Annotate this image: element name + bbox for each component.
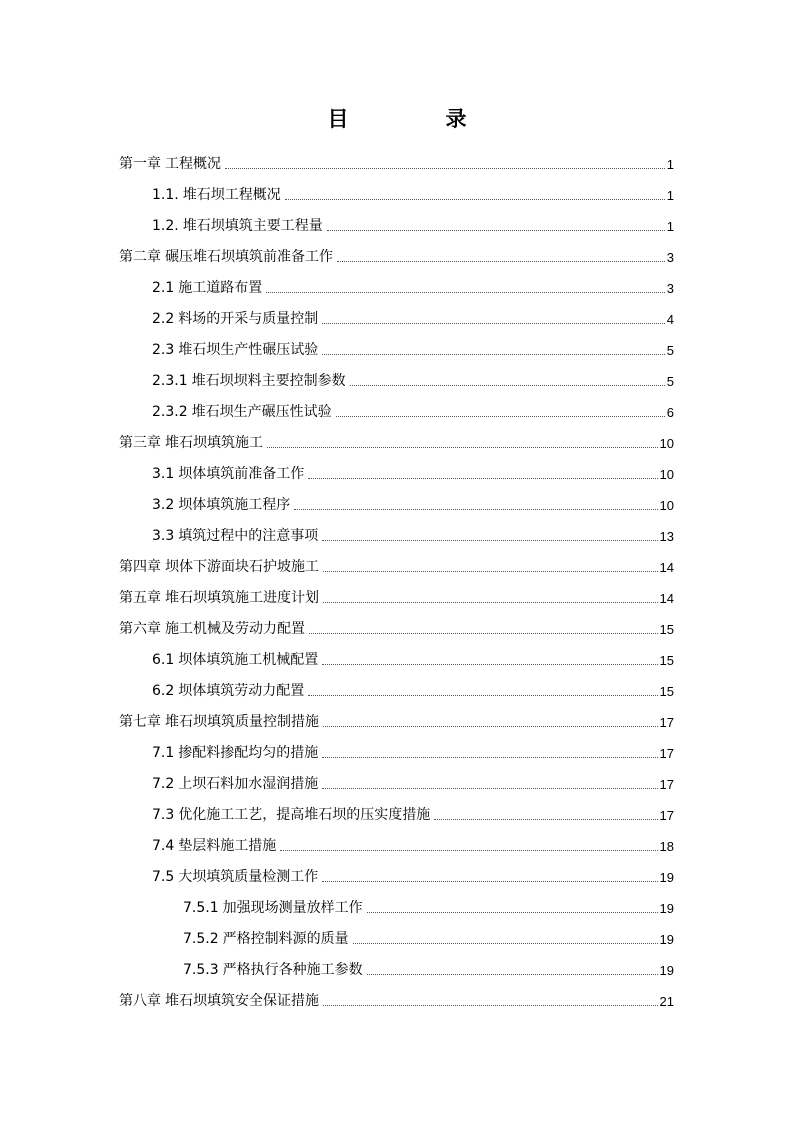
toc-entry-page-number: 5: [666, 343, 674, 358]
toc-entry[interactable]: [119, 514, 674, 545]
dot-leader: [367, 912, 658, 913]
toc-entry[interactable]: [119, 452, 674, 483]
dot-leader: [323, 602, 658, 603]
dot-leader: [322, 757, 657, 758]
toc-entry-title: [152, 404, 334, 421]
toc-entry-text: 大坝填筑质量检测工作: [178, 869, 319, 885]
toc-entry-page-number: 19: [659, 932, 674, 947]
toc-entry-title: [152, 373, 348, 390]
toc-entry-page-number: 14: [659, 560, 674, 575]
toc-entry[interactable]: [119, 142, 674, 173]
toc-entry-number: 第一章: [119, 156, 161, 172]
toc-entry[interactable]: [119, 235, 674, 266]
toc-entry-title: [152, 776, 320, 793]
toc-entry-page-number: 19: [659, 963, 674, 978]
toc-entry[interactable]: [119, 483, 674, 514]
toc-entry-title: [152, 745, 320, 762]
toc-entry-text: 堆石坝工程概况: [182, 187, 281, 203]
toc-entry-number: 2.2: [152, 311, 175, 327]
toc-entry[interactable]: [119, 917, 674, 948]
toc-entry-text: 堆石坝填筑安全保证措施: [165, 993, 319, 1009]
toc-entry-number: 7.1: [152, 745, 175, 761]
toc-entry-page-number: 15: [659, 622, 674, 637]
toc-entry[interactable]: [119, 700, 674, 731]
toc-entry-title: [152, 652, 320, 669]
toc-entry-page-number: 13: [659, 529, 674, 544]
dot-leader: [322, 881, 657, 882]
toc-entry-page-number: 10: [659, 436, 674, 451]
toc-entry-page-number: 19: [659, 870, 674, 885]
toc-entry[interactable]: [119, 762, 674, 793]
toc-entry-title: [152, 528, 320, 545]
toc-entry-number: 2.1: [152, 280, 175, 296]
toc-entry-text: 坝体填筑劳动力配置: [178, 683, 305, 699]
toc-entry-text: 坝体填筑施工程序: [178, 497, 291, 513]
toc-entry[interactable]: [119, 204, 674, 235]
toc-entry-title: [152, 807, 432, 824]
toc-entry-page-number: 15: [659, 653, 674, 668]
toc-entry-page-number: 1: [666, 157, 674, 172]
toc-entry-number: 7.4: [152, 838, 175, 854]
toc-entry-title: [152, 187, 283, 204]
toc-entry-title: [183, 900, 365, 917]
toc-entry[interactable]: [119, 297, 674, 328]
toc-entry-page-number: 1: [666, 219, 674, 234]
toc-entry-number: 1.1.: [152, 187, 179, 203]
toc-entry[interactable]: [119, 576, 674, 607]
page-title: 目 录: [327, 106, 505, 131]
toc-entry-title: [152, 218, 325, 235]
toc-entry-text: 工程概况: [165, 156, 221, 172]
dot-leader: [267, 447, 658, 448]
toc-entry-title: [119, 714, 321, 731]
toc-entry-number: 7.3: [152, 807, 175, 823]
toc-entry-number: 3.1: [152, 466, 175, 482]
dot-leader: [353, 943, 658, 944]
toc-entry-page-number: 19: [659, 901, 674, 916]
toc-entry-number: 7.5.3: [183, 962, 219, 978]
toc-entry-title: [152, 683, 306, 700]
toc-entry-page-number: 17: [659, 777, 674, 792]
toc-entry-number: 7.5.2: [183, 931, 219, 947]
toc-entry-text: 坝体填筑施工机械配置: [178, 652, 319, 668]
toc-entry-page-number: 10: [659, 467, 674, 482]
toc-entry[interactable]: [119, 359, 674, 390]
toc-entry-number: 第五章: [119, 590, 161, 606]
toc-entry-number: 第四章: [119, 559, 161, 575]
toc-entry-number: 7.5: [152, 869, 175, 885]
table-of-contents: [119, 142, 674, 1010]
toc-entry-title: [152, 280, 264, 297]
toc-entry-title: [119, 156, 223, 173]
toc-entry-number: 3.2: [152, 497, 175, 513]
toc-entry-number: 2.3: [152, 342, 175, 358]
toc-entry-text: 优化施工工艺，提高堆石坝的压实度措施: [178, 807, 431, 823]
dot-leader: [322, 788, 657, 789]
toc-entry-text: 坝体填筑前准备工作: [178, 466, 305, 482]
toc-entry-text: 堆石坝生产性碾压试验: [178, 342, 319, 358]
toc-entry-text: 严格控制料源的质量: [222, 931, 349, 947]
toc-entry[interactable]: [119, 948, 674, 979]
toc-entry-title: [183, 962, 365, 979]
toc-entry-number: 2.3.2: [152, 404, 188, 420]
toc-entry-text: 上坝石料加水湿润措施: [178, 776, 319, 792]
dot-leader: [327, 230, 665, 231]
dot-leader: [323, 726, 658, 727]
toc-entry-page-number: 3: [666, 281, 674, 296]
dot-leader: [322, 664, 657, 665]
toc-entry-text: 堆石坝生产碾压性试验: [191, 404, 332, 420]
toc-entry-number: 1.2.: [152, 218, 179, 234]
toc-entry-text: 掺配料掺配均匀的措施: [178, 745, 319, 761]
dot-leader: [434, 819, 657, 820]
toc-entry-number: 第八章: [119, 993, 161, 1009]
toc-entry-title: [119, 249, 335, 266]
toc-entry-title: [152, 838, 278, 855]
dot-leader: [322, 323, 665, 324]
toc-entry[interactable]: [119, 979, 674, 1010]
dot-leader: [308, 695, 657, 696]
toc-entry-number: 6.2: [152, 683, 175, 699]
dot-leader: [350, 385, 665, 386]
dot-leader: [323, 571, 658, 572]
toc-entry-title: [119, 435, 265, 452]
toc-entry-title: [152, 497, 292, 514]
toc-entry-page-number: 17: [659, 715, 674, 730]
toc-entry-number: 第三章: [119, 435, 161, 451]
toc-entry-number: 2.3.1: [152, 373, 188, 389]
toc-entry-title: [119, 590, 321, 607]
toc-entry[interactable]: [119, 638, 674, 669]
dot-leader: [308, 478, 657, 479]
toc-entry[interactable]: [119, 328, 674, 359]
toc-entry-title: [152, 342, 320, 359]
toc-entry-text: 填筑过程中的注意事项: [178, 528, 319, 544]
toc-entry[interactable]: [119, 669, 674, 700]
toc-entry-text: 堆石坝坝料主要控制参数: [191, 373, 346, 389]
dot-leader: [322, 354, 665, 355]
toc-entry-text: 堆石坝填筑质量控制措施: [165, 714, 319, 730]
toc-entry-number: 7.2: [152, 776, 175, 792]
toc-entry-text: 施工机械及劳动力配置: [165, 621, 305, 637]
toc-entry-page-number: 10: [659, 498, 674, 513]
toc-entry-text: 垫层料施工措施: [178, 838, 277, 854]
toc-entry-page-number: 3: [666, 250, 674, 265]
toc-entry[interactable]: [119, 886, 674, 917]
toc-entry-page-number: 18: [659, 839, 674, 854]
toc-entry-number: 6.1: [152, 652, 175, 668]
toc-entry[interactable]: [119, 421, 674, 452]
toc-entry-title: [119, 621, 307, 638]
toc-entry-title: [119, 559, 321, 576]
toc-entry-title: [152, 466, 306, 483]
toc-entry-text: 施工道路布置: [178, 280, 263, 296]
dot-leader: [285, 199, 665, 200]
toc-entry[interactable]: [119, 545, 674, 576]
dot-leader: [225, 168, 665, 169]
toc-entry-text: 加强现场测量放样工作: [222, 900, 363, 916]
toc-entry-number: 第六章: [119, 621, 161, 637]
toc-entry-page-number: 4: [666, 312, 674, 327]
toc-entry[interactable]: [119, 824, 674, 855]
toc-entry[interactable]: [119, 731, 674, 762]
toc-entry-title: [152, 869, 320, 886]
toc-entry-text: 碾压堆石坝填筑前准备工作: [165, 249, 333, 265]
dot-leader: [367, 974, 658, 975]
dot-leader: [309, 633, 658, 634]
toc-entry-title: [119, 993, 321, 1010]
toc-entry-number: 第二章: [119, 249, 161, 265]
toc-entry[interactable]: [119, 173, 674, 204]
toc-entry-text: 坝体下游面块石护坡施工: [165, 559, 319, 575]
toc-entry-page-number: 17: [659, 746, 674, 761]
toc-entry[interactable]: [119, 607, 674, 638]
toc-entry-page-number: 1: [666, 188, 674, 203]
toc-entry-number: 3.3: [152, 528, 175, 544]
toc-entry-title: [183, 931, 351, 948]
toc-entry-number: 7.5.1: [183, 900, 219, 916]
toc-entry-text: 料场的开采与质量控制: [178, 311, 319, 327]
dot-leader: [294, 509, 657, 510]
toc-entry-page-number: 15: [659, 684, 674, 699]
toc-entry-page-number: 17: [659, 808, 674, 823]
toc-entry-page-number: 6: [666, 405, 674, 420]
toc-entry-number: 第七章: [119, 714, 161, 730]
dot-leader: [323, 1005, 658, 1006]
dot-leader: [280, 850, 657, 851]
dot-leader: [266, 292, 665, 293]
toc-entry-page-number: 5: [666, 374, 674, 389]
dot-leader: [336, 416, 665, 417]
toc-entry-title: [152, 311, 320, 328]
toc-entry-text: 严格执行各种施工参数: [222, 962, 363, 978]
toc-entry-page-number: 14: [659, 591, 674, 606]
dot-leader: [322, 540, 657, 541]
toc-entry[interactable]: [119, 390, 674, 421]
toc-entry-text: 堆石坝填筑施工进度计划: [165, 590, 319, 606]
dot-leader: [337, 261, 665, 262]
toc-entry-text: 堆石坝填筑主要工程量: [182, 218, 323, 234]
toc-entry[interactable]: [119, 793, 674, 824]
toc-entry-text: 堆石坝填筑施工: [165, 435, 263, 451]
toc-entry[interactable]: [119, 266, 674, 297]
toc-entry-page-number: 21: [659, 994, 674, 1009]
toc-entry[interactable]: [119, 855, 674, 886]
